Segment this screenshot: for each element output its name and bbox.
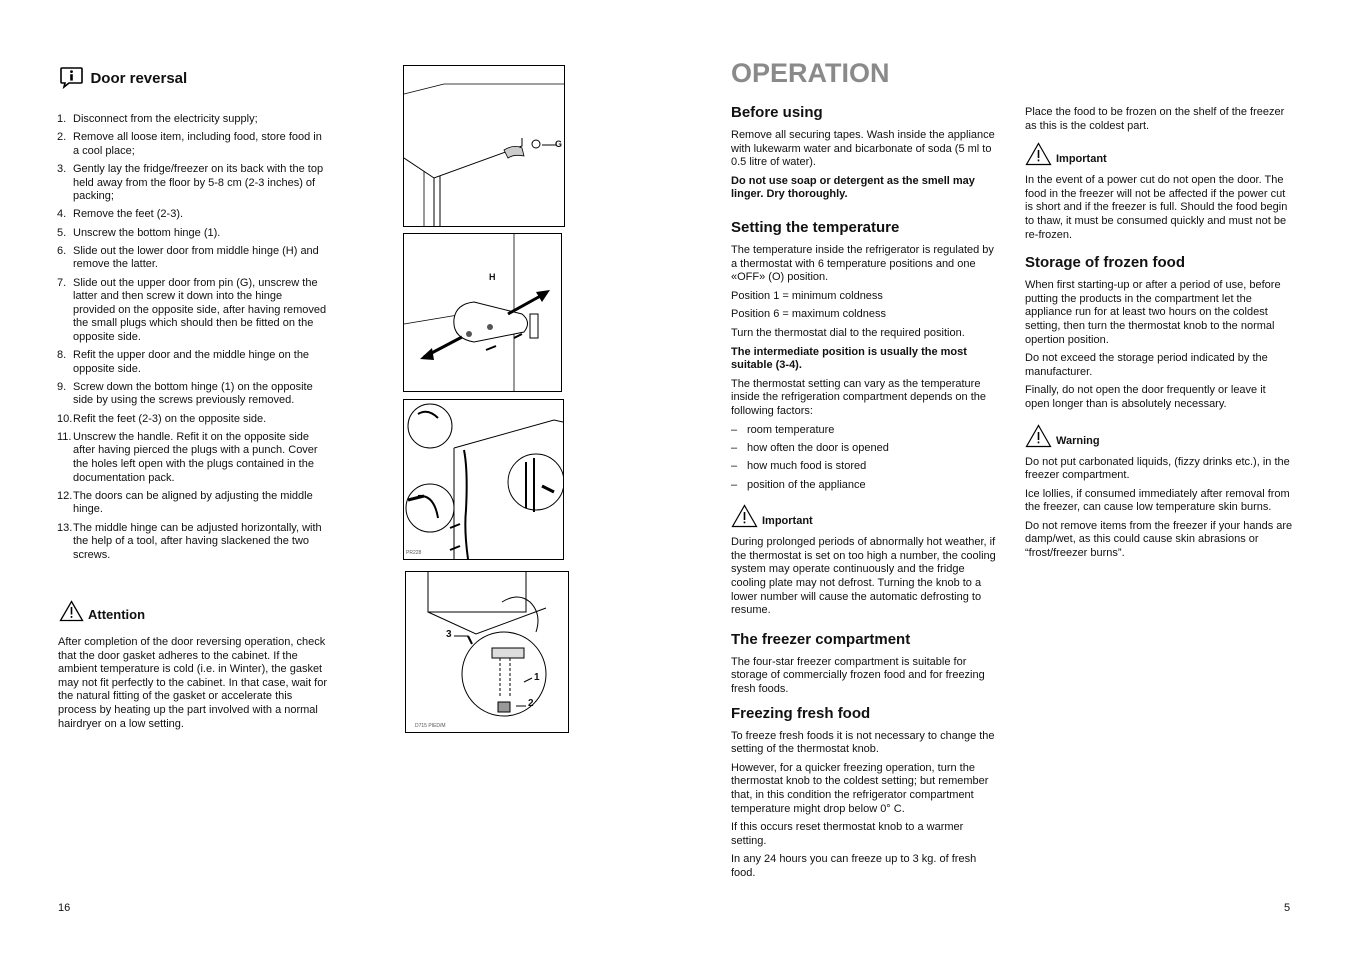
- step-number: 13.: [57, 521, 73, 534]
- factor-text: room temperature: [747, 423, 835, 436]
- warning-triangle-icon: [59, 600, 84, 622]
- warning-p3: Do not remove items from the freezer if your hands are damp/wet, as this could cause skin abrasions or “frost/freezer burns”.: [1025, 519, 1293, 560]
- fridge-top-illustration: [404, 66, 564, 226]
- label-2: 2: [528, 698, 534, 709]
- setting-p4: Turn the thermostat dial to the required position.: [731, 326, 965, 339]
- step-item: [57, 381, 327, 408]
- important-text-1: During prolonged periods of abnormally hot weather, if the thermostat is set on too high a number, the cooling system may operate continuously and the fridge cooling plate may not defrost. Turning the knob to a lower number will cause the automatic defrosting to resume.: [731, 536, 996, 617]
- warning-p1: Do not put carbonated liquids, (fizzy drinks etc.), in the freezer compartment.: [1025, 455, 1290, 482]
- important-text-2: In the event of a power cut do not open the door. The food in the freezer will not be affected if the power cut is short and if the freezer is full. Should the food begin to thaw, it must be consumed quickly and must not be re-frozen.: [1025, 174, 1288, 241]
- step-number: 10.: [57, 412, 73, 425]
- bottom-hinge-illustration: [406, 572, 568, 732]
- setting-temperature-title: Setting the temperature: [731, 218, 900, 236]
- freezing-p3: If this occurs reset thermostat knob to a warmer setting.: [731, 821, 964, 847]
- step-text: Gently lay the fridge/freezer on its back with the top held away from the floor by 5-8 cm (2-3 inches) of packing;: [73, 162, 324, 203]
- step-number: 6.: [57, 244, 67, 257]
- step-item: [57, 431, 327, 485]
- page-number-left: 16: [58, 902, 71, 914]
- warning-triangle-icon: [731, 504, 758, 528]
- setting-p2: Position 1 = minimum coldness: [731, 289, 883, 302]
- operation-title: OPERATION: [731, 58, 890, 88]
- freezing-fresh-food-title: Freezing fresh food: [731, 704, 871, 722]
- thermostat-factors-list: [731, 424, 999, 493]
- warning-p2: Ice lollies, if consumed immediately after removal from the freezer, can cause low temperature skin burns.: [1025, 487, 1290, 514]
- step-number: 1.: [57, 113, 67, 125]
- step-item: [57, 349, 327, 376]
- step-item: [57, 490, 327, 517]
- figure-handle-reversal: [403, 399, 564, 560]
- factor-text: how often the door is opened: [747, 441, 889, 454]
- info-icon: [59, 66, 84, 89]
- dash-bullet: –: [731, 441, 738, 454]
- storage-frozen-food-title: Storage of frozen food: [1025, 254, 1185, 272]
- label-3: 3: [446, 629, 452, 640]
- attention-title: Attention: [88, 607, 146, 622]
- step-item: [57, 227, 327, 241]
- warning-triangle-icon: [1025, 142, 1052, 166]
- step-number: 11.: [57, 430, 72, 443]
- factor-text: position of the appliance: [747, 478, 866, 491]
- page-number-right: 5: [1284, 902, 1291, 914]
- factor-text: how much food is stored: [747, 460, 867, 473]
- dash-bullet: –: [731, 478, 738, 491]
- step-number: 3.: [57, 162, 67, 175]
- step-text: Refit the feet (2-3) on the opposite side.: [73, 412, 267, 425]
- step-item: [57, 413, 327, 427]
- factor-item: [731, 424, 999, 438]
- label-1: 1: [534, 672, 540, 683]
- step-text: Screw down the bottom hinge (1) on the opposite side by using the screws previously removed.: [73, 380, 313, 407]
- warning-triangle-icon: [1025, 424, 1052, 448]
- step-item: [57, 113, 327, 127]
- freeze-shelf-text: Place the food to be frozen on the shelf of the freezer as this is the coldest part.: [1025, 106, 1285, 132]
- step-number: 5.: [57, 226, 67, 239]
- freezing-p4: In any 24 hours you can freeze up to 3 kg. of fresh food.: [731, 853, 977, 879]
- step-text: Unscrew the handle. Refit it on the opposite side after having pierced the plugs with a punch. Cover the holes left open with the plugs contained in the documentation pack.: [73, 430, 318, 484]
- door-reversal-header: [59, 66, 187, 89]
- figure-code-pr228: PR228: [406, 550, 422, 556]
- step-item: [57, 208, 327, 222]
- step-text: Slide out the upper door from pin (G), unscrew the latter and then screw it down into the hinge provided on the opposite side, after having removed the small plugs which should then be fitted on the opposite side.: [73, 276, 327, 343]
- before-using-title: Before using: [731, 104, 823, 121]
- step-number: 2.: [57, 131, 67, 144]
- warning-header: [1025, 424, 1293, 448]
- step-item: [57, 277, 327, 345]
- freezer-compartment-title: The freezer compartment: [731, 630, 911, 648]
- freezer-compartment-text: The four-star freezer compartment is suitable for storage of commercially frozen food and for freezing fresh foods.: [731, 655, 985, 696]
- step-number: 12.: [57, 489, 73, 502]
- step-item: [57, 245, 327, 272]
- freezing-p1: To freeze fresh foods it is not necessary to change the setting of the thermostat knob.: [731, 729, 995, 756]
- before-using-bold: Do not use soap or detergent as the smell may linger. Dry thoroughly.: [731, 174, 975, 201]
- setting-p5: The thermostat setting can vary as the temperature inside the refrigeration compartment depends on the following factors:: [731, 377, 986, 417]
- figure-upper-pin: [403, 65, 565, 227]
- storage-p2: Do not exceed the storage period indicated by the manufacturer.: [1025, 352, 1268, 378]
- figure-code-d715: D715 PIED/M: [415, 723, 446, 729]
- warning-title: Warning: [1056, 434, 1100, 447]
- step-item: [57, 131, 327, 158]
- attention-text: After completion of the door reversing operation, check that the door gasket adheres to the cabinet. If the ambient temperature is cold (i.e. in Winter), the gasket may not fit perfectly to the cabinet. In that case, wait for the natural fitting of the gasket or accelerate this process by heating up the part involved with a normal hairdryer on a low setting.: [58, 636, 328, 730]
- important-title-2: Important: [1056, 153, 1107, 166]
- attention-header: [59, 600, 145, 622]
- step-item: [57, 163, 327, 204]
- setting-p3: Position 6 = maximum coldness: [731, 308, 886, 321]
- step-number: 4.: [57, 208, 67, 221]
- setting-bold: The intermediate position is usually the most suitable (3-4).: [731, 345, 967, 372]
- before-using-text: Remove all securing tapes. Wash inside the appliance with lukewarm water and bicarbonate of soda (5 ml to 0.5 litre of water).: [731, 129, 995, 169]
- important-title-1: Important: [762, 515, 813, 528]
- step-text: Unscrew the bottom hinge (1).: [73, 226, 221, 239]
- step-number: 8.: [57, 349, 67, 362]
- step-text: The middle hinge can be adjusted horizontally, with the help of a tool, after having slackened the two screws.: [73, 521, 322, 561]
- setting-p1: The temperature inside the refrigerator is regulated by a thermostat with 6 temperature positions and one «OFF» (O) position.: [731, 243, 994, 284]
- factor-item: [731, 460, 999, 474]
- middle-hinge-illustration: [404, 234, 561, 391]
- step-number: 7.: [57, 276, 67, 289]
- handle-reversal-illustration: [404, 400, 563, 559]
- figure-middle-hinge: [403, 233, 562, 392]
- label-g: G: [555, 139, 563, 149]
- step-text: Remove all loose item, including food, store food in a cool place;: [73, 131, 322, 157]
- factor-item: [731, 442, 999, 456]
- step-text: Remove the feet (2-3).: [73, 208, 184, 221]
- dash-bullet: –: [731, 423, 738, 436]
- dash-bullet: –: [731, 460, 738, 473]
- important-header-1: [731, 504, 999, 528]
- step-text: The doors can be aligned by adjusting the middle hinge.: [73, 489, 313, 516]
- operation-column-1: [731, 104, 999, 886]
- storage-p3: Finally, do not open the door frequently or leave it open longer than is absolutely necessary.: [1025, 384, 1266, 410]
- step-text: Disconnect from the electricity supply;: [73, 113, 258, 125]
- door-reversal-title: Door reversal: [90, 70, 188, 87]
- door-reversal-steps: [57, 113, 327, 567]
- label-h: H: [489, 272, 496, 282]
- step-text: Refit the upper door and the middle hinge on the opposite side.: [73, 349, 310, 375]
- storage-p1: When first starting-up or after a period of use, before putting the products in the compartment let the appliance run for at least two hours on the coldest setting, then turn the thermostat knob to the normal opertion position.: [1025, 279, 1281, 346]
- factor-item: [731, 479, 999, 493]
- figure-bottom-hinge: [405, 571, 569, 733]
- step-item: [57, 522, 327, 563]
- operation-column-2: [1025, 106, 1293, 566]
- important-header-2: [1025, 142, 1293, 166]
- freezing-p2: However, for a quicker freezing operation, turn the thermostat knob to the coldest setting; but remember that, in this condition the refrigerator compartment temperature might drop below 0° C.: [731, 761, 989, 815]
- step-text: Slide out the lower door from middle hinge (H) and remove the latter.: [73, 244, 319, 271]
- step-number: 9.: [57, 380, 67, 393]
